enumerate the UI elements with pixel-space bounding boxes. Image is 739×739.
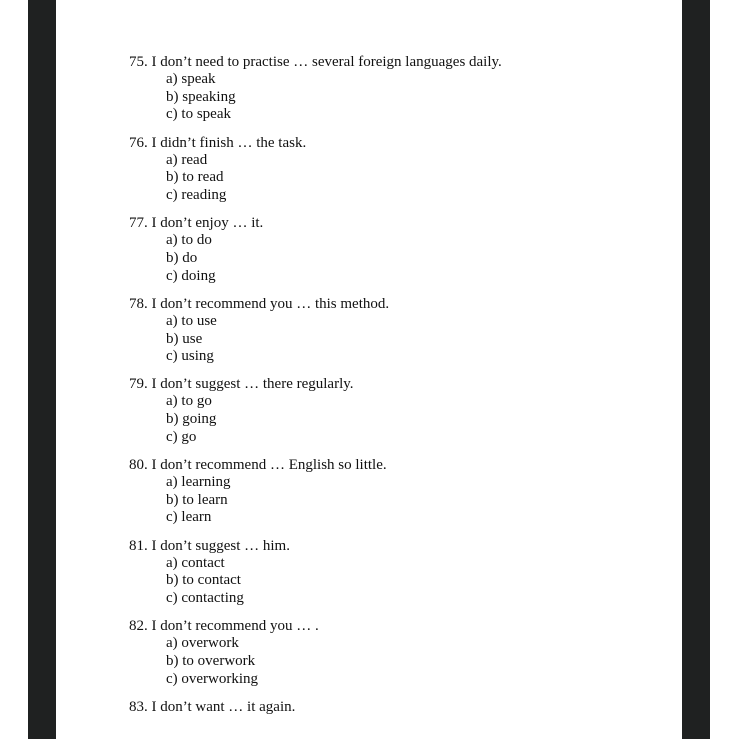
answer-option: c) reading [166,187,227,204]
question-text: 80. I don’t recommend … English so little. [129,457,387,474]
answer-options [129,635,502,688]
answer-option: a) overwork [166,635,239,652]
question-item [129,456,502,527]
question-item [129,698,502,716]
answer-option: a) to use [166,312,217,329]
answer-options [129,313,502,366]
answer-option: b) do [166,249,198,266]
question-item [129,214,502,285]
question-text: 83. I don’t want … it again. [129,698,296,715]
answer-option: a) contact [166,554,225,571]
question-item [129,295,502,366]
answer-option: c) contacting [166,590,244,607]
answer-option: a) to do [166,232,212,249]
right-border [682,0,710,739]
left-border [28,0,56,739]
answer-options [129,555,502,608]
answer-option: c) go [166,428,197,445]
answer-option: b) to learn [166,491,228,508]
answer-options [129,474,502,527]
answer-option: c) using [166,348,214,365]
question-item [129,53,502,124]
answer-options [129,71,502,124]
answer-option: a) read [166,151,208,168]
answer-option: b) going [166,411,217,428]
question-text: 79. I don’t suggest … there regularly. [129,376,354,393]
question-item [129,617,502,688]
question-item [129,537,502,608]
question-text: 76. I didn’t finish … the task. [129,134,307,151]
answer-option: b) to read [166,169,224,186]
question-text: 82. I don’t recommend you … . [129,618,319,635]
answer-option: b) to contact [166,572,241,589]
question-text: 81. I don’t suggest … him. [129,537,290,554]
answer-option: c) doing [166,267,216,284]
answer-options [129,393,502,446]
question-text: 75. I don’t need to practise … several foreign languages daily. [129,54,502,70]
answer-option: c) overworking [166,670,259,687]
answer-option: a) learning [166,474,231,491]
answer-option: c) learn [166,509,212,526]
answer-option: b) to overwork [166,652,256,669]
answer-option: b) use [166,330,203,347]
answer-option: c) to speak [166,106,231,123]
question-text: 78. I don’t recommend you … this method. [129,295,390,312]
question-text: 77. I don’t enjoy … it. [129,215,264,232]
answer-options [129,232,502,285]
question-item [129,375,502,446]
answer-option: b) speaking [166,88,236,105]
answer-option: a) speak [166,71,216,87]
question-item [129,134,502,205]
answer-options [129,152,502,205]
answer-option: a) to go [166,393,212,410]
question-list [129,53,502,725]
